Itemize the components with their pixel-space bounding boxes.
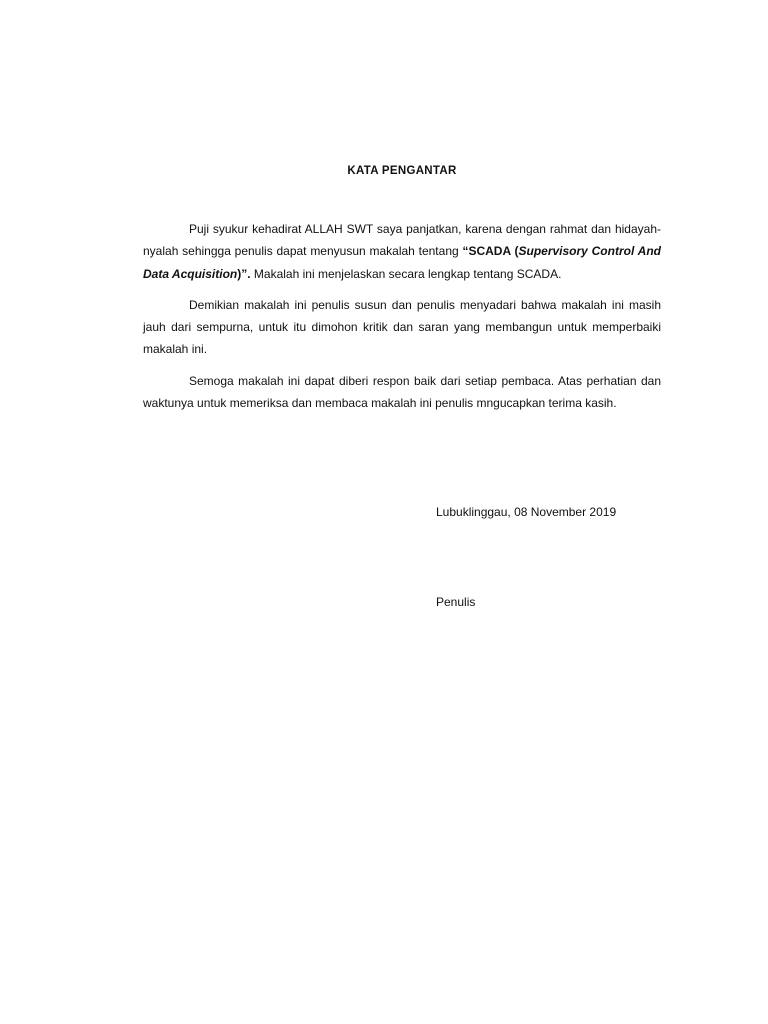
paragraph-intro: [143, 218, 661, 285]
author-signature: Penulis: [436, 595, 476, 609]
paragraph-closing: Semoga makalah ini dapat diberi respon baik dari setiap pembaca. Atas perhatian dan waktunya untuk memeriksa dan membaca makalah ini penulis mngucapkan terima kasih.: [143, 373, 661, 411]
topic-open: “SCADA (: [462, 244, 519, 259]
topic-close: )”.: [237, 266, 251, 281]
page-title: KATA PENGANTAR: [347, 165, 457, 177]
paragraph-intro-text: Puji syukur kehadirat ALLAH SWT saya panjatkan, karena dengan rahmat dan hidayah-nyalah sehingga penulis dapat menyusun makalah tentang: [143, 222, 661, 259]
paragraph-intro-end: Makalah ini menjelaskan secara lengkap tentang SCADA.: [250, 266, 562, 281]
paragraph-apology: Demikian makalah ini penulis susun dan penulis menyadari bahwa makalah ini masih jauh dari sempurna, untuk itu dimohon kritik dan saran yang membangun untuk memperbaiki makalah ini.: [143, 297, 661, 357]
topic-full-name: Supervisory Control And Data Acquisition: [143, 244, 661, 281]
document-body: [143, 218, 661, 423]
place-date: Lubuklinggau, 08 November 2019: [436, 505, 617, 519]
